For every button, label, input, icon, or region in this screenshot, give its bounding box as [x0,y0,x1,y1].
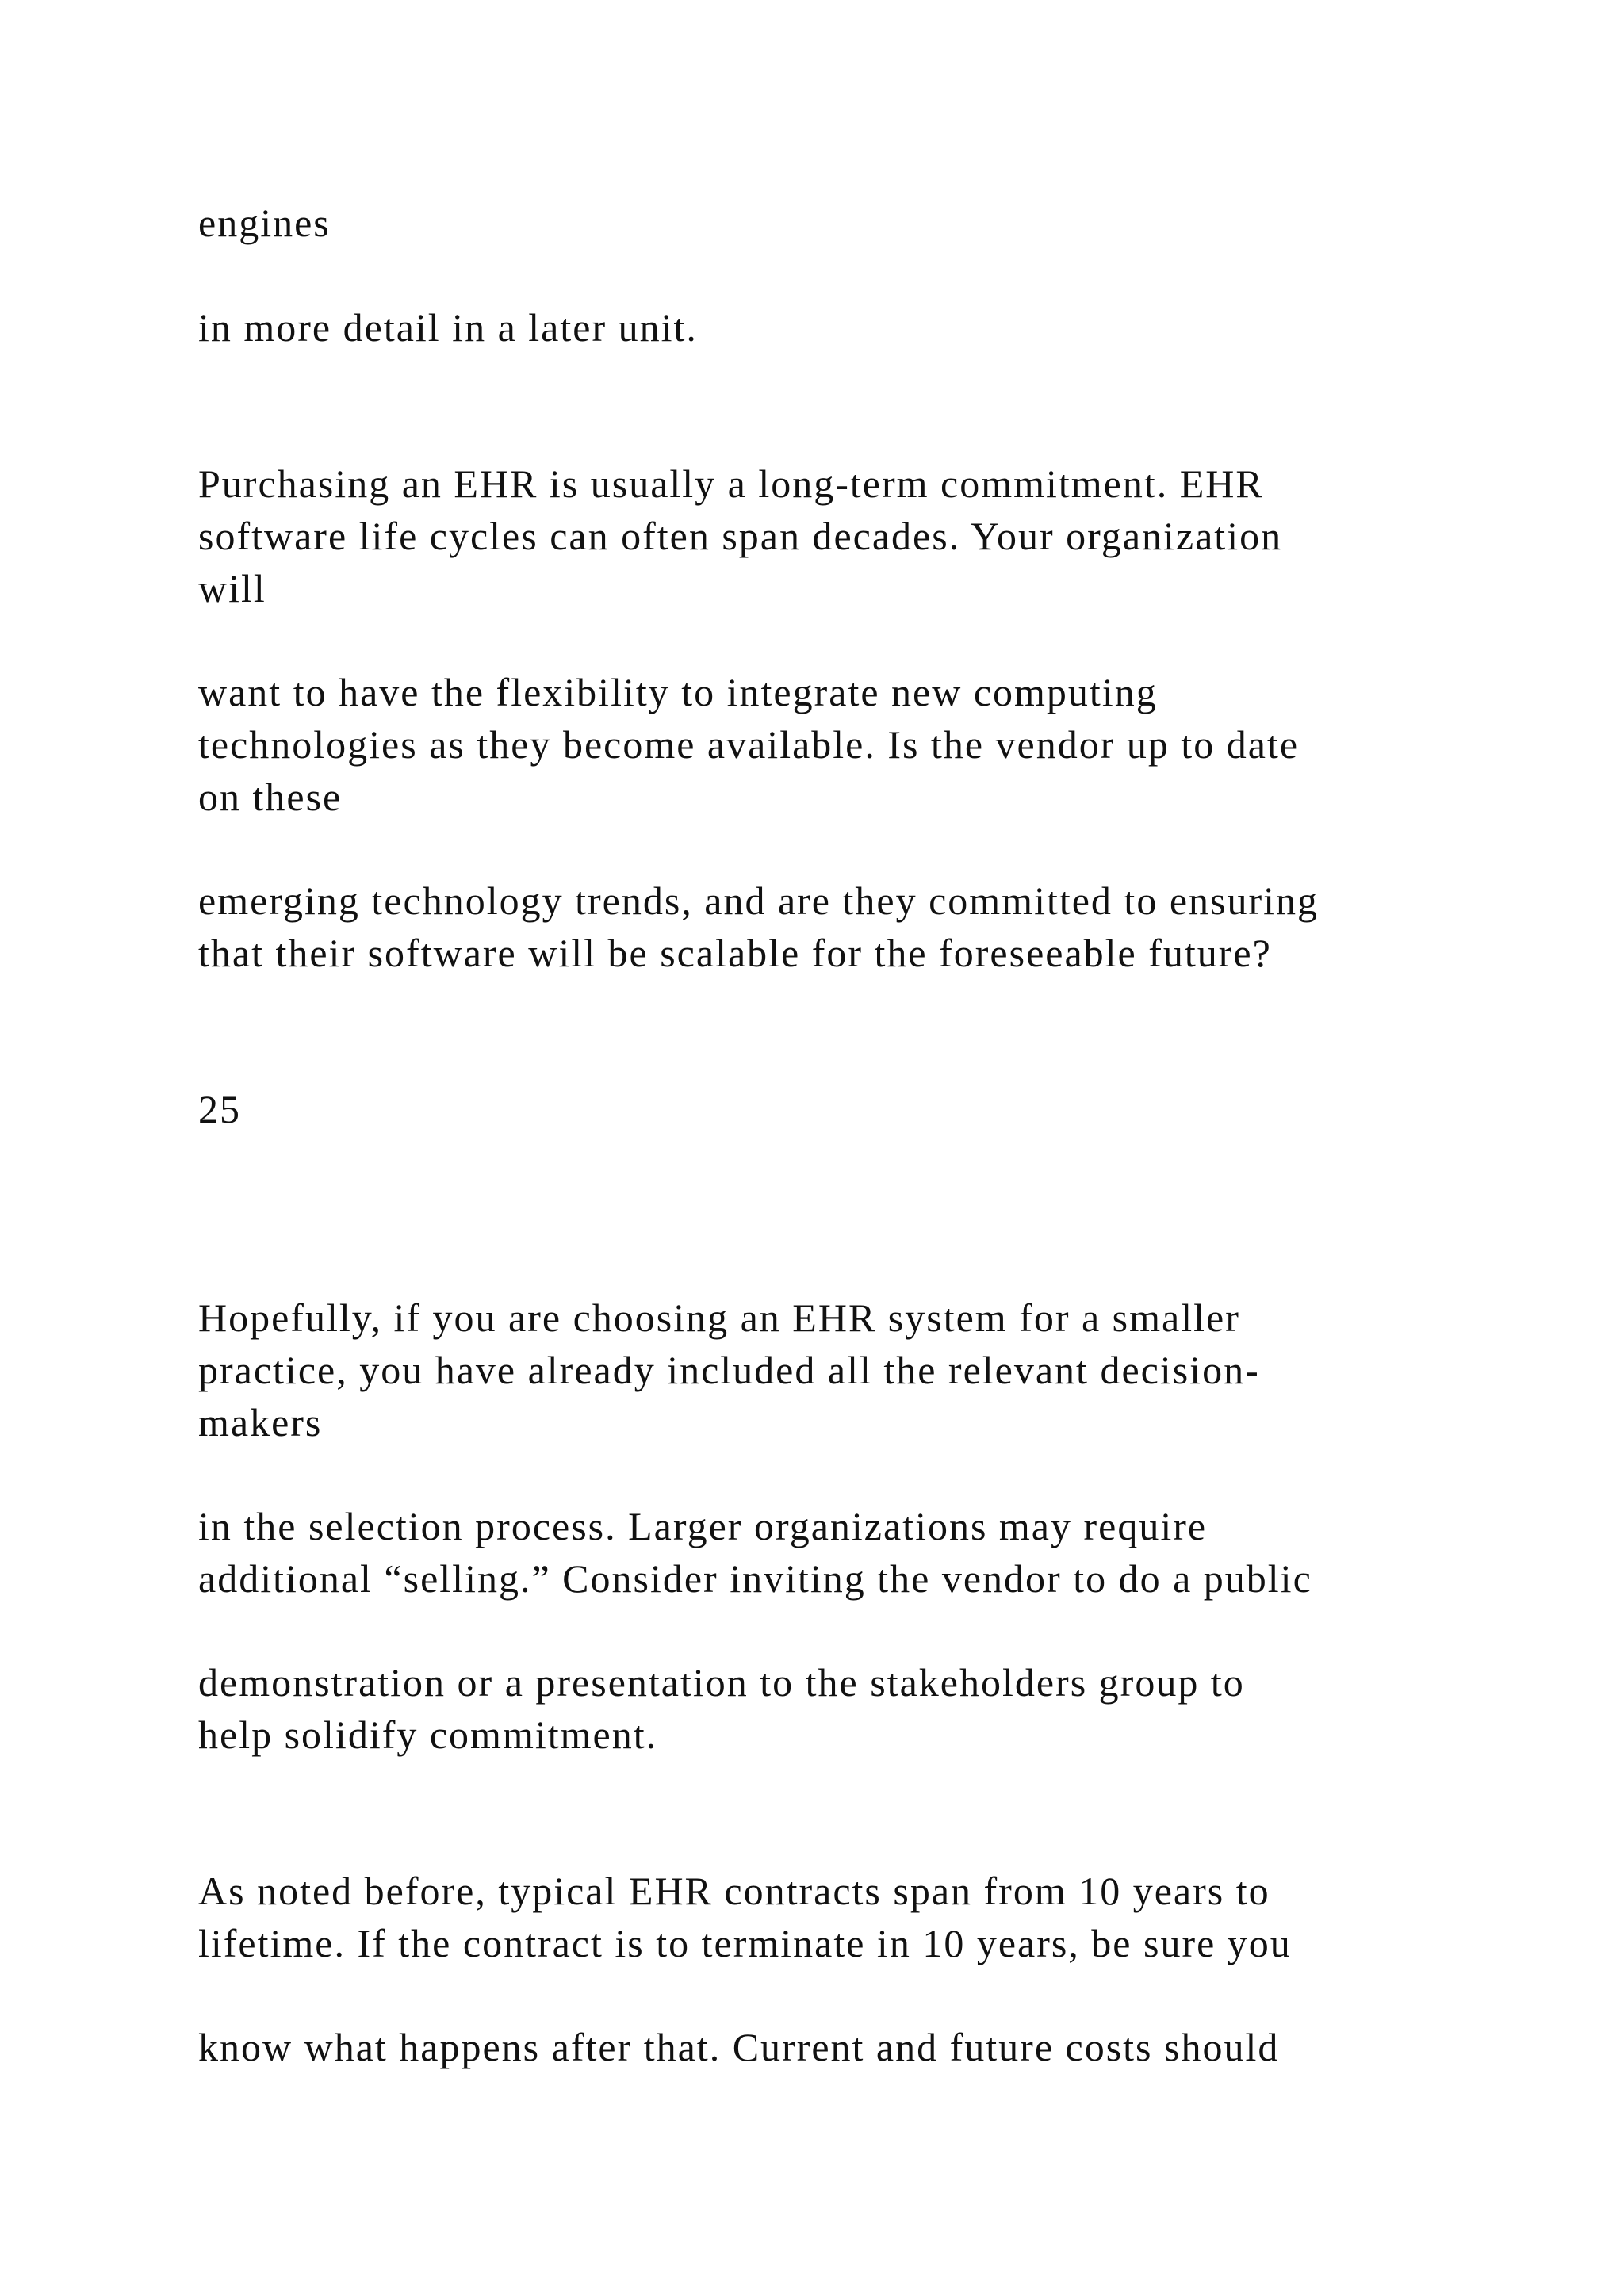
text-line: in more detail in a later unit. [198,305,698,350]
text-line: additional “selling.” Consider inviting the vendor to do a public [198,1556,1312,1601]
text-line: emerging technology trends, and are they committed to ensuring [198,878,1320,923]
text-line: practice, you have already included all the relevant decision- [198,1348,1260,1392]
text-line: know what happens after that. Current and future costs should [198,2025,1280,2069]
text-line: on these [198,775,343,819]
text-line: that their software will be scalable for the foreseeable future? [198,931,1272,975]
text-line: Purchasing an EHR is usually a long-term commitment. EHR [198,461,1264,506]
text-line: will [198,566,266,610]
text-line: As noted before, typical EHR contracts span from 10 years to [198,1869,1270,1913]
text-line: in the selection process. Larger organizations may require [198,1504,1208,1548]
text-line: want to have the flexibility to integrate new computing [198,670,1158,714]
text-line: demonstration or a presentation to the stakeholders group to [198,1660,1245,1705]
text-line: help solidify commitment. [198,1712,658,1757]
text-line: makers [198,1400,323,1445]
text-line: engines [198,201,331,245]
page-number: 25 [198,1087,241,1131]
text-line: Hopefully, if you are choosing an EHR system for a smaller [198,1295,1240,1340]
text-line: software life cycles can often span decades. Your organization [198,514,1283,558]
text-line: technologies as they become available. Is the vendor up to date [198,722,1300,767]
text-line: lifetime. If the contract is to terminate in 10 years, be sure you [198,1921,1292,1965]
